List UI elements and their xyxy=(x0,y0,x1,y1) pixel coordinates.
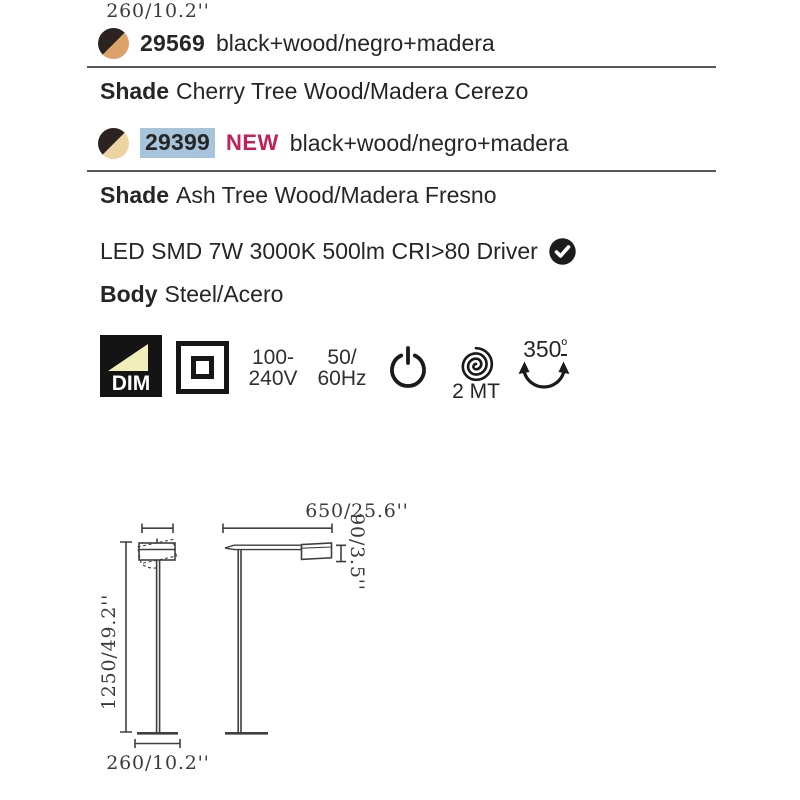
product-row-1 xyxy=(98,27,495,59)
class-ii-inner-square xyxy=(191,356,214,379)
voltage-line-1: 100- xyxy=(251,346,295,369)
new-badge: NEW xyxy=(225,130,279,155)
voltage-line-2: 240V xyxy=(248,367,298,390)
frequency-text xyxy=(312,347,372,389)
shade-value: Cherry Tree Wood/Madera Cerezo xyxy=(176,78,529,104)
rotation-degree-symbol: º xyxy=(561,337,567,354)
dimension-bracket-front-width xyxy=(142,524,173,534)
rotation-value: 350 xyxy=(523,336,562,362)
shade-value: Ash Tree Wood/Madera Fresno xyxy=(176,182,497,208)
shade-spec-2 xyxy=(100,182,496,209)
finish-swatch-black-wood xyxy=(98,28,129,59)
body-value: Steel/Acero xyxy=(164,281,284,307)
led-spec-text: LED SMD 7W 3000K 500lm CRI>80 Driver xyxy=(100,238,538,264)
product-code: 29569 xyxy=(140,29,205,56)
power-switch-icon xyxy=(387,346,429,395)
dimension-height: 1250/49.2'' xyxy=(98,593,120,711)
rotation-angle-label xyxy=(516,336,574,363)
lamp-side-view xyxy=(223,524,346,734)
product-row-2 xyxy=(98,127,569,159)
dim-label: DIM xyxy=(111,372,151,395)
frequency-line-2: 60Hz xyxy=(317,367,367,390)
dimension-bracket-head-height xyxy=(336,545,346,561)
body-label: Body xyxy=(100,281,158,307)
dimension-head-height: 90/3.5'' xyxy=(346,513,368,591)
rotation-arrows-icon xyxy=(517,361,571,400)
dimmable-icon xyxy=(100,335,162,397)
dimension-base-width: 260/10.2'' xyxy=(106,752,210,774)
product-finish: black+wood/negro+madera xyxy=(289,129,569,156)
check-icon xyxy=(549,238,576,265)
lamp-pole-side xyxy=(238,550,241,733)
lamp-head-side xyxy=(302,543,332,559)
dimension-line-height xyxy=(120,542,132,732)
lamp-arm-side xyxy=(225,545,302,549)
dimension-front-width: 260/10.2'' xyxy=(106,0,210,22)
dimension-bracket-depth xyxy=(223,524,332,534)
lamp-pole-front xyxy=(157,560,160,733)
frequency-line-1: 50/ xyxy=(327,346,357,369)
divider-line xyxy=(87,66,716,68)
lamp-front-view xyxy=(120,524,180,749)
class-ii-insulation-icon xyxy=(176,341,229,394)
dimension-bracket-base-width xyxy=(135,739,180,748)
shade-spec-1 xyxy=(100,78,528,105)
shade-label: Shade xyxy=(100,182,170,208)
finish-swatch-black-wood xyxy=(98,128,129,159)
product-code-highlighted: 29399 xyxy=(140,128,215,158)
body-spec-line xyxy=(100,281,283,308)
led-spec-line xyxy=(100,238,576,265)
divider-line xyxy=(87,170,716,172)
dimension-depth: 650/25.6'' xyxy=(305,500,409,522)
shade-label: Shade xyxy=(100,78,170,104)
cable-length-label: 2 MT xyxy=(452,380,500,403)
product-finish: black+wood/negro+madera xyxy=(215,29,495,56)
voltage-text xyxy=(243,347,303,389)
